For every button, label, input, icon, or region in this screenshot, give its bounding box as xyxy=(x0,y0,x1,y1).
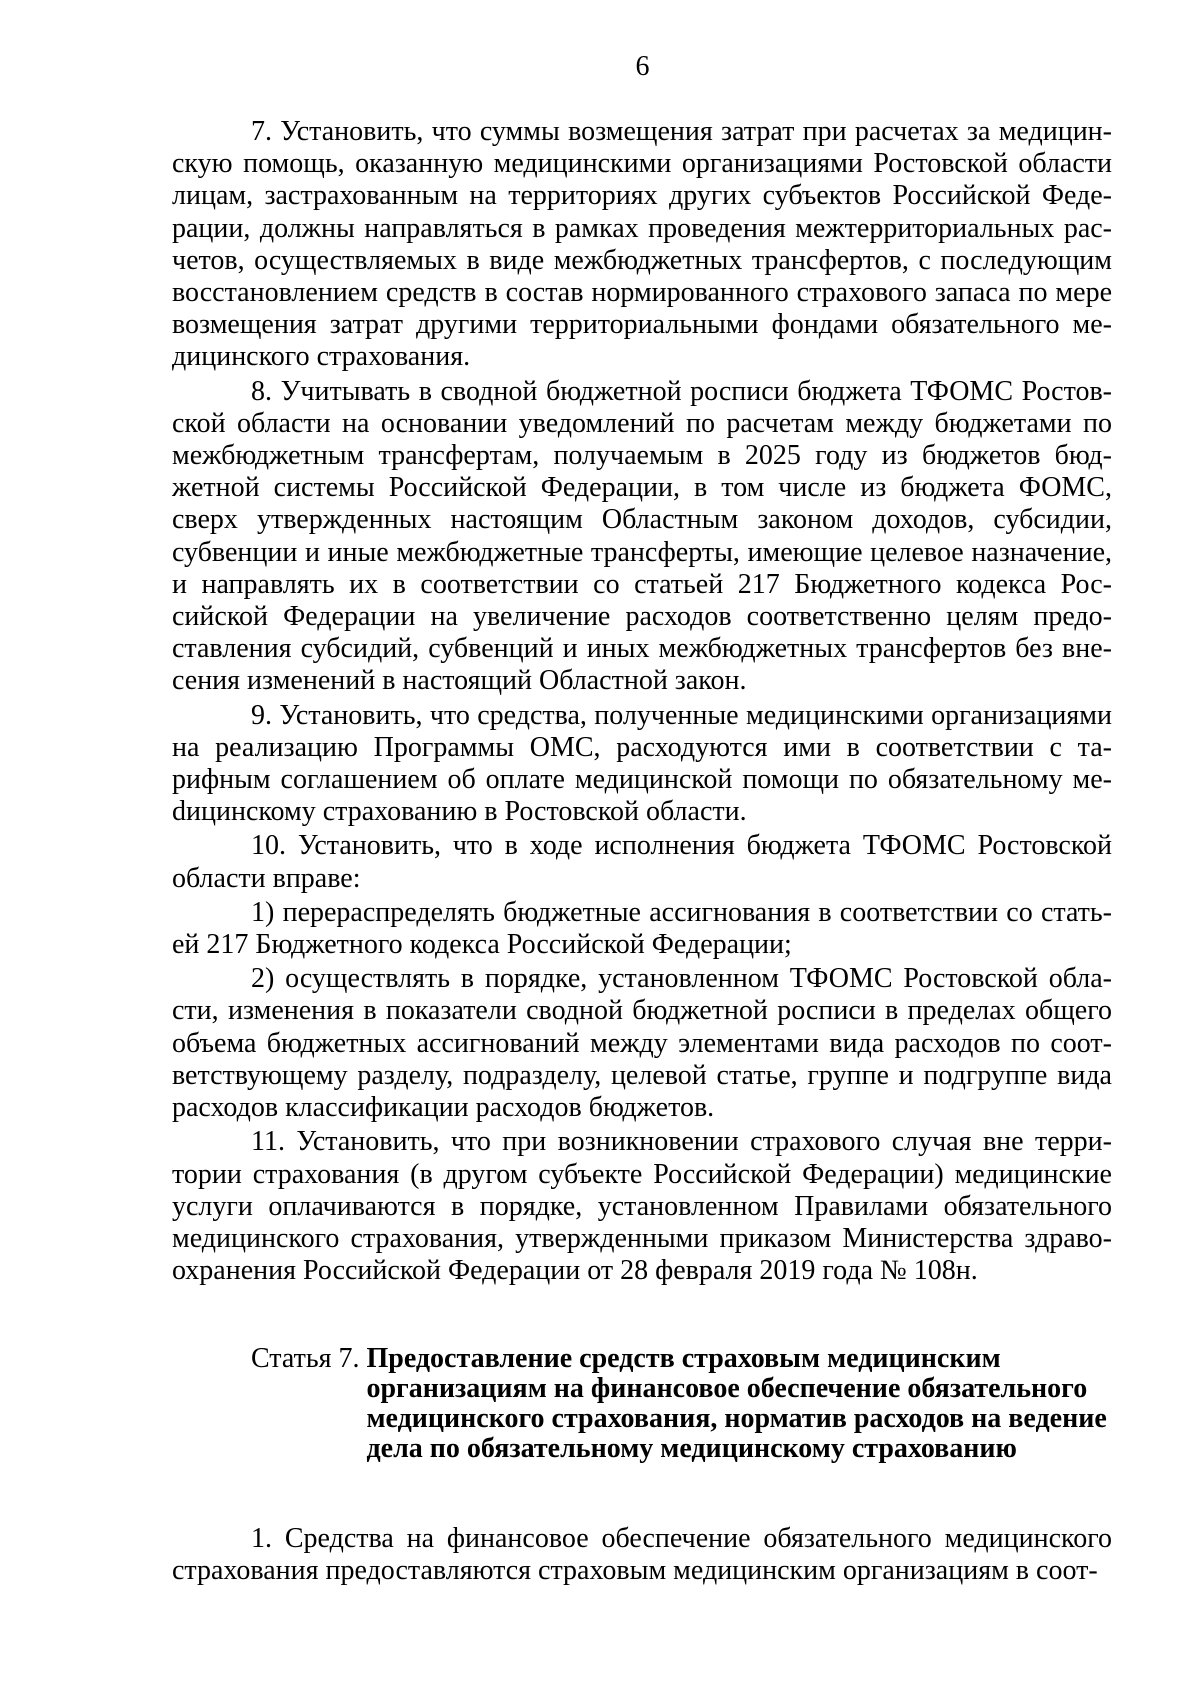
paragraph-8: 8. Учитывать в сводной бюджетной росписи бюджета ТФОМС Ростовской области на основании уведомлений по расчетам между бюджетами по межбюджетным трансфертам, получаемым в 2025 году из бюджетов бюджетной системы Российской Федерации, в том числе из бюджета ФОМС, сверх утвержденных настоящим Областным законом доходов, субсидии, субвенции и иные межбюджетные трансферты, имеющие целевое назначение, и направлять их в соответствии со статьей 217 Бюджетного кодекса Российской Федерации на увеличение расходов соответственно целям предоставления субсидий, субвенций и иных межбюджетных трансфертов без внесения изменений в настоящий Областной закон. xyxy=(172,375,1112,697)
page-number: 6 xyxy=(635,51,650,82)
article-7-body xyxy=(172,1523,1112,1589)
article-7-heading xyxy=(251,1344,1131,1464)
article-label: Статья 7. xyxy=(251,1343,367,1374)
paragraph-9: 9. Установить, что средства, полученные медицинскими организациями на реализацию Программы ОМС, расходуются ими в соответствии с тарифным соглашением об оплате медицинской помощи по обязательному меdицинскому страхованию в Ростовской области. xyxy=(172,699,1112,828)
paragraph-10: 10. Установить, что в ходе исполнения бюджета ТФОМС Ростовской области вправе: xyxy=(172,830,1112,894)
article-7-paragraph-1: 1. Средства на финансовое обеспечение обязательного медицинского страхования предоставляются страховым медицинским организациям в соот- xyxy=(172,1523,1112,1587)
paragraph-10-item-2: 2) осуществлять в порядке, установленном ТФОМС Ростовской области, изменения в показатели сводной бюджетной росписи в пределах общего объема бюджетных ассигнований между элементами вида расходов по соответствующему разделу, подразделу, целевой статье, группе и подгруппе вида расходов классификации расходов бюджетов. xyxy=(172,963,1112,1124)
article-title: Предоставление средств страховым медицинским организациям на финансовое обеспечение обязательного медицинского страхования, норматив расходов на ведение дела по обязательному медицинскому страхованию xyxy=(366,1343,1107,1464)
paragraph-11: 11. Установить, что при возникновении страхового случая вне территории страхования (в другом субъекте Российской Федерации) медицинские услуги оплачиваются в порядке, установленном Правилами обязательного медицинского страхования, утвержденными приказом Министерства здравоохранения Российской Федерации от 28 февраля 2019 года № 108н. xyxy=(172,1126,1112,1287)
paragraph-7: 7. Установить, что суммы возмещения затрат при расчетах за медицинскую помощь, оказанную медицинскими организациями Ростовской области лицам, застрахованным на территориях других субъектов Российской Федерации, должны направляться в рамках проведения межтерриториальных расчетов, осуществляемых в виде межбюджетных трансфертов, с последующим восстановлением средств в состав нормированного страхового запаса по мере возмещения затрат другими территориальными фондами обязательного медицинского страхования. xyxy=(172,116,1112,373)
document-body xyxy=(172,116,1112,1289)
paragraph-10-item-1: 1) перераспределять бюджетные ассигнования в соответствии со статьей 217 Бюджетного кодекса Российской Федерации; xyxy=(172,896,1112,961)
